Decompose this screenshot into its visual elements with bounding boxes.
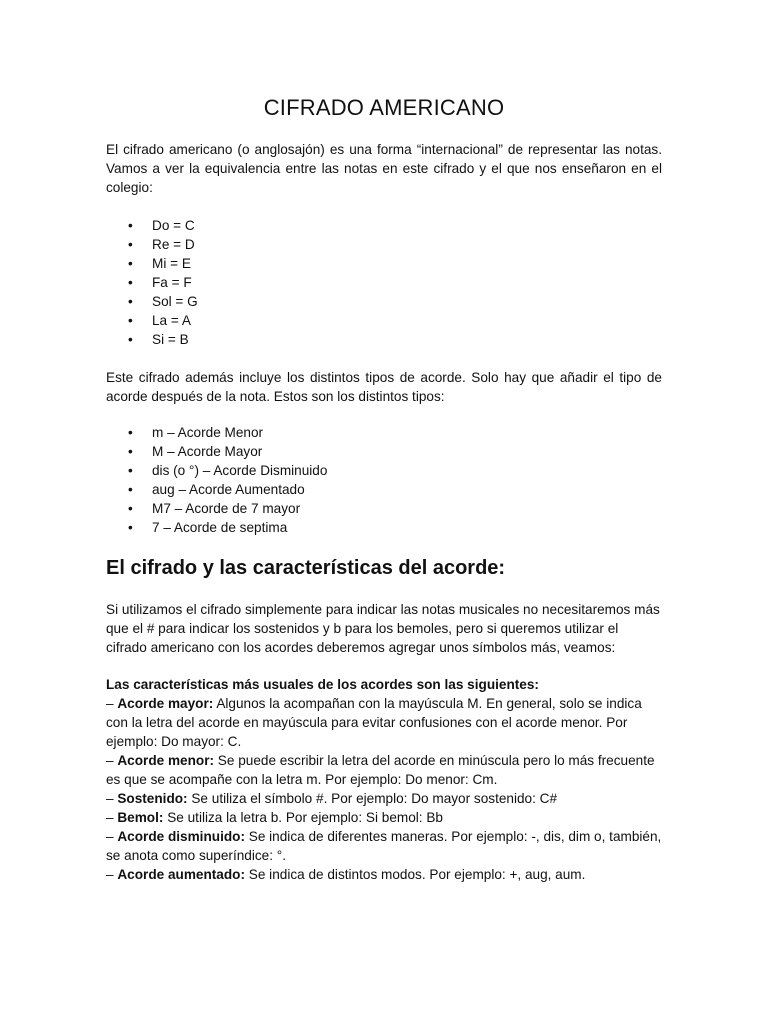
characteristic-item xyxy=(106,808,662,827)
characteristic-term: Acorde menor: xyxy=(117,753,215,768)
note-equivalence: Mi = E xyxy=(152,256,191,271)
chord-type: M – Acorde Mayor xyxy=(152,444,263,459)
characteristic-term: Bemol: xyxy=(117,810,164,825)
list-item xyxy=(106,480,662,499)
characteristic-text: Se puede escribir la letra del acorde en minúscula pero lo más frecuente es que se acompañe con la letra m. Por ejemplo: Do menor: Cm. xyxy=(106,753,655,787)
list-item xyxy=(106,423,662,442)
characteristic-item xyxy=(106,865,662,884)
bullet-icon: • xyxy=(128,275,133,290)
bullet-icon: • xyxy=(128,501,133,516)
characteristic-text: Algunos la acompañan con la mayúscula M. En general, solo se indica con la letra del acorde en mayúscula para evitar confusiones con el acorde menor. Por ejemplo: Do mayor: C. xyxy=(106,696,642,749)
dash-glyph: – xyxy=(106,829,118,844)
chords-intro-paragraph: Este cifrado además incluye los distintos tipos de acorde. Solo hay que añadir el tipo de acorde después de la nota. Estos son los distintos tipos: xyxy=(106,370,662,404)
dash-glyph: – xyxy=(106,753,118,768)
list-item xyxy=(106,273,662,292)
characteristic-item xyxy=(106,789,662,808)
list-item xyxy=(106,442,662,461)
list-item xyxy=(106,330,662,349)
characteristics-heading: Las características más usuales de los acordes son las siguientes: xyxy=(106,677,539,692)
bullet-icon: • xyxy=(128,313,133,328)
characteristic-text: Se indica de diferentes maneras. Por ejemplo: -, dis, dim o, también, se anota como superíndice: °. xyxy=(106,829,662,863)
document-title: CIFRADO AMERICANO xyxy=(263,95,505,120)
characteristic-term: Acorde aumentado: xyxy=(117,867,245,882)
note-equivalence: Sol = G xyxy=(152,294,198,309)
chord-types-list xyxy=(106,423,662,537)
characteristic-term: Acorde mayor: xyxy=(117,696,214,711)
characteristic-item xyxy=(106,694,662,751)
note-equivalence: Si = B xyxy=(152,332,189,347)
list-item xyxy=(106,216,662,235)
chord-type: m – Acorde Menor xyxy=(152,425,264,440)
section-heading: El cifrado y las características del acorde: xyxy=(106,557,506,579)
dash-glyph: – xyxy=(106,867,118,882)
characteristic-term: Sostenido: xyxy=(117,791,188,806)
bullet-icon: • xyxy=(128,237,133,252)
chord-type: 7 – Acorde de septima xyxy=(152,520,288,535)
characteristic-text: Se utiliza la letra b. Por ejemplo: Si bemol: Bb xyxy=(163,810,443,825)
list-item xyxy=(106,518,662,537)
list-item xyxy=(106,311,662,330)
list-item xyxy=(106,292,662,311)
characteristic-text: Se utiliza el símbolo #. Por ejemplo: Do mayor sostenido: C# xyxy=(187,791,558,806)
bullet-icon: • xyxy=(128,520,133,535)
characteristic-item xyxy=(106,827,662,865)
bullet-icon: • xyxy=(128,218,133,233)
notes-list xyxy=(106,216,662,349)
characteristic-text: Se indica de distintos modos. Por ejemplo: +, aug, aum. xyxy=(245,867,586,882)
list-item xyxy=(106,461,662,480)
note-equivalence: Do = C xyxy=(152,218,195,233)
intro-paragraph: El cifrado americano (o anglosajón) es una forma “internacional” de representar las notas. Vamos a ver la equivalencia entre las notas en este cifrado y el que nos enseñaron en el colegio: xyxy=(106,142,662,195)
list-item xyxy=(106,499,662,518)
bullet-icon: • xyxy=(128,482,133,497)
characteristics-block xyxy=(106,675,662,884)
section-intro-paragraph: Si utilizamos el cifrado simplemente para indicar las notas musicales no necesitaremos más que el # para indicar los sostenidos y b para los bemoles, pero si queremos utilizar el cifrado americano con los acordes deberemos agregar unos símbolos más, veamos: xyxy=(106,602,660,655)
note-equivalence: Re = D xyxy=(152,237,195,252)
bullet-icon: • xyxy=(128,425,133,440)
characteristic-item xyxy=(106,751,662,789)
bullet-icon: • xyxy=(128,463,133,478)
characteristic-term: Acorde disminuido: xyxy=(117,829,245,844)
bullet-icon: • xyxy=(128,444,133,459)
dash-glyph: – xyxy=(106,696,118,711)
bullet-icon: • xyxy=(128,332,133,347)
list-item xyxy=(106,254,662,273)
chord-type: M7 – Acorde de 7 mayor xyxy=(152,501,301,516)
dash-glyph: – xyxy=(106,791,118,806)
note-equivalence: Fa = F xyxy=(152,275,192,290)
chord-type: dis (o °) – Acorde Disminuido xyxy=(152,463,328,478)
note-equivalence: La = A xyxy=(152,313,191,328)
list-item xyxy=(106,235,662,254)
dash-glyph: – xyxy=(106,810,118,825)
bullet-icon: • xyxy=(128,294,133,309)
bullet-icon: • xyxy=(128,256,133,271)
chord-type: aug – Acorde Aumentado xyxy=(152,482,305,497)
